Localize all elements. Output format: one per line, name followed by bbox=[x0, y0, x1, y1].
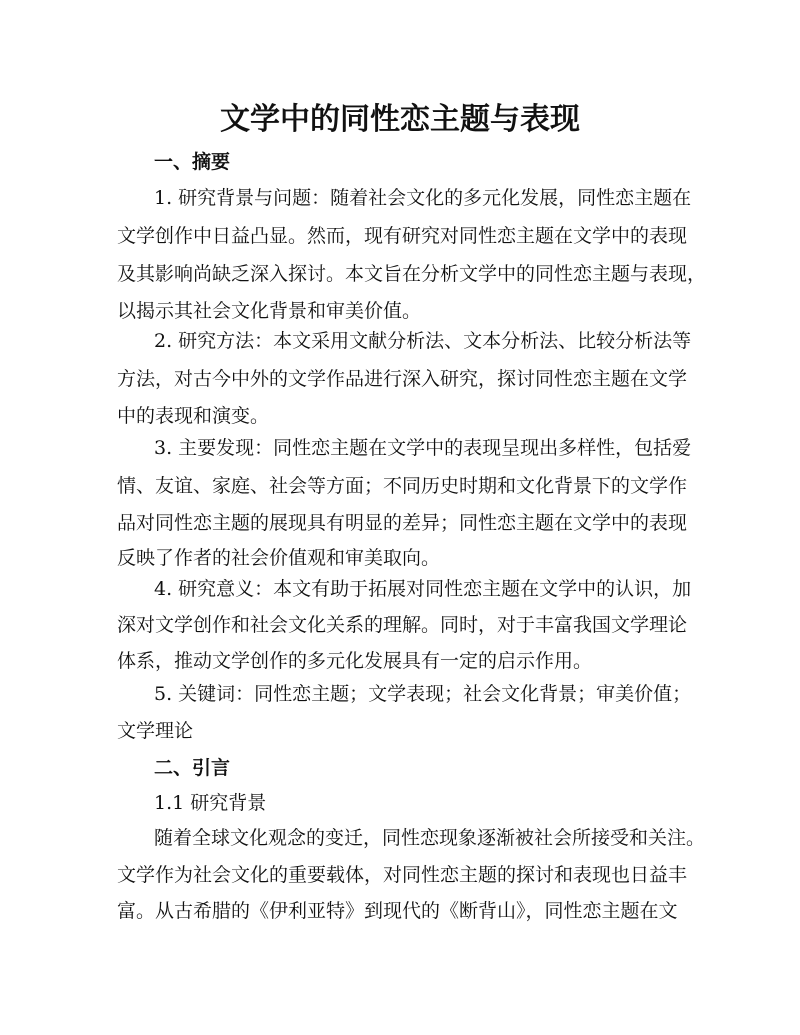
text-line: 品对同性恋主题的展现具有明显的差异；同性恋主题在文学中的表现 bbox=[117, 512, 688, 534]
text-line: 深对文学创作和社会文化关系的理解。同时，对于丰富我国文学理论 bbox=[117, 614, 688, 636]
section-heading-introduction: 二、引言 bbox=[154, 757, 231, 779]
text-line: 方法，对古今中外的文学作品进行深入研究，探讨同性恋主题在文学 bbox=[117, 368, 688, 390]
document-title: 文学中的同性恋主题与表现 bbox=[220, 102, 580, 137]
text-line: 2. 研究方法：本文采用文献分析法、文本分析法、比较分析法等 bbox=[154, 330, 692, 352]
text-line: 4. 研究意义：本文有助于拓展对同性恋主题在文学中的认识，加 bbox=[154, 578, 692, 600]
text-line: 富。从古希腊的《伊利亚特》到现代的《断背山》，同性恋主题在文 bbox=[117, 900, 678, 922]
text-line: 文学作为社会文化的重要载体，对同性恋主题的探讨和表现也日益丰 bbox=[117, 864, 688, 886]
text-line: 文学理论 bbox=[117, 720, 194, 742]
text-line: 反映了作者的社会价值观和审美取向。 bbox=[117, 547, 441, 569]
text-line: 1. 研究背景与问题：随着社会文化的多元化发展，同性恋主题在 bbox=[154, 187, 692, 209]
text-line: 情、友谊、家庭、社会等方面；不同历史时期和文化背景下的文学作 bbox=[117, 475, 688, 497]
text-line: 以揭示其社会文化背景和审美价值。 bbox=[117, 300, 422, 322]
text-line: 文学创作中日益凸显。然而，现有研究对同性恋主题在文学中的表现 bbox=[117, 225, 688, 247]
text-line: 中的表现和演变。 bbox=[117, 405, 270, 427]
text-line: 及其影响尚缺乏深入探讨。本文旨在分析文学中的同性恋主题与表现， bbox=[117, 263, 707, 285]
text-line: 5. 关键词：同性恋主题；文学表现；社会文化背景；审美价值； bbox=[154, 683, 692, 705]
text-line: 体系，推动文学创作的多元化发展具有一定的启示作用。 bbox=[117, 650, 593, 672]
text-line: 3. 主要发现：同性恋主题在文学中的表现呈现出多样性，包括爱 bbox=[154, 437, 692, 459]
section-heading-abstract: 一、摘要 bbox=[154, 151, 231, 173]
subsection-heading: 1.1 研究背景 bbox=[154, 792, 267, 814]
text-line: 随着全球文化观念的变迁，同性恋现象逐渐被社会所接受和关注。 bbox=[154, 827, 706, 849]
